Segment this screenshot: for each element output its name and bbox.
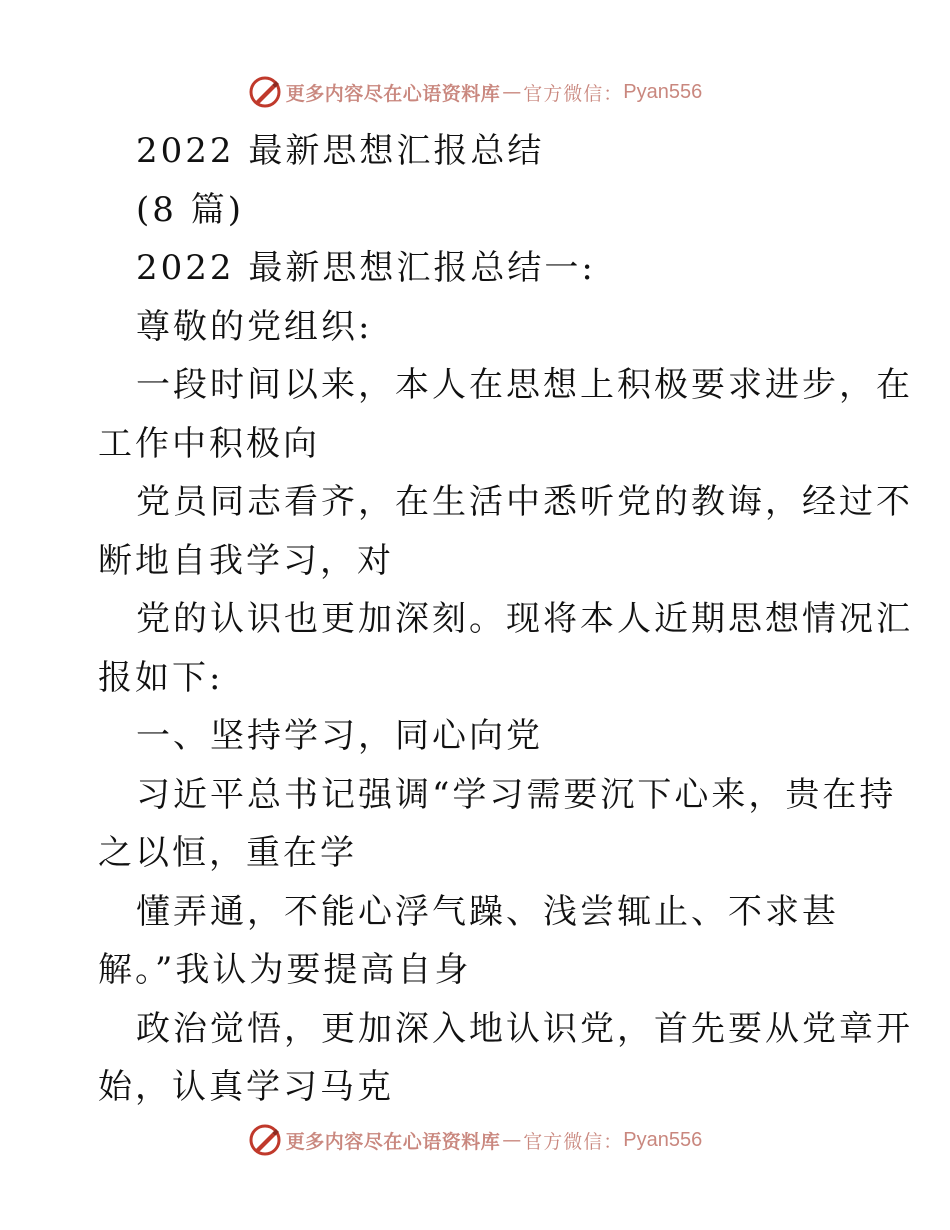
paragraph-line: 一段时间以来，本人在思想上积极要求进步，在 [136, 365, 913, 405]
watermark-wechat-label: 官方微信： [523, 1130, 624, 1153]
paragraph-line: 解。”我认为要提高自身 [98, 950, 472, 990]
salutation: 尊敬的党组织: [136, 306, 373, 347]
watermark-wechat-id: Pyan556 [623, 1128, 703, 1151]
watermark-dash: — [502, 81, 522, 103]
doc-subtitle: (8 篇) [136, 189, 244, 230]
watermark-site-text: 更多内容尽在心语资料库 [285, 1130, 501, 1153]
watermark-header [0, 72, 950, 112]
paragraph-line: 之以恒，重在学 [98, 833, 357, 873]
paragraph-line: 断地自我学习，对 [98, 540, 394, 581]
paragraph-line: 党的认识也更加深刻。现将本人近期思想情况汇 [136, 599, 913, 639]
paragraph-line: 始，认真学习马克 [98, 1067, 394, 1107]
paragraph-line: 懂弄通，不能心浮气躁、浅尝辄止、不求甚 [136, 891, 839, 932]
paragraph-line: 党员同志看齐，在生活中悉听党的教诲，经过不 [136, 482, 913, 522]
watermark-site-text: 更多内容尽在心语资料库 [285, 82, 501, 105]
subsection-heading: 一、坚持学习，同心向党 [136, 716, 543, 756]
paragraph-line: 工作中积极向 [98, 423, 320, 464]
pen-logo-icon [248, 75, 282, 109]
watermark-wechat-id: Pyan556 [623, 80, 703, 103]
watermark-dash: — [502, 1129, 522, 1151]
watermark-footer [0, 1120, 950, 1160]
pen-logo-icon [248, 1123, 282, 1157]
paragraph-line: 报如下: [98, 657, 224, 698]
document-body [98, 122, 913, 1117]
paragraph-line: 习近平总书记强调“学习需要沉下心来，贵在持 [136, 774, 897, 815]
paragraph-line: 政治觉悟，更加深入地认识党，首先要从党章开 [136, 1008, 913, 1049]
doc-title: 2022 最新思想汇报总结 [136, 131, 545, 171]
section-heading: 2022 最新思想汇报总结一: [136, 248, 596, 288]
watermark-wechat-label: 官方微信： [523, 82, 624, 105]
